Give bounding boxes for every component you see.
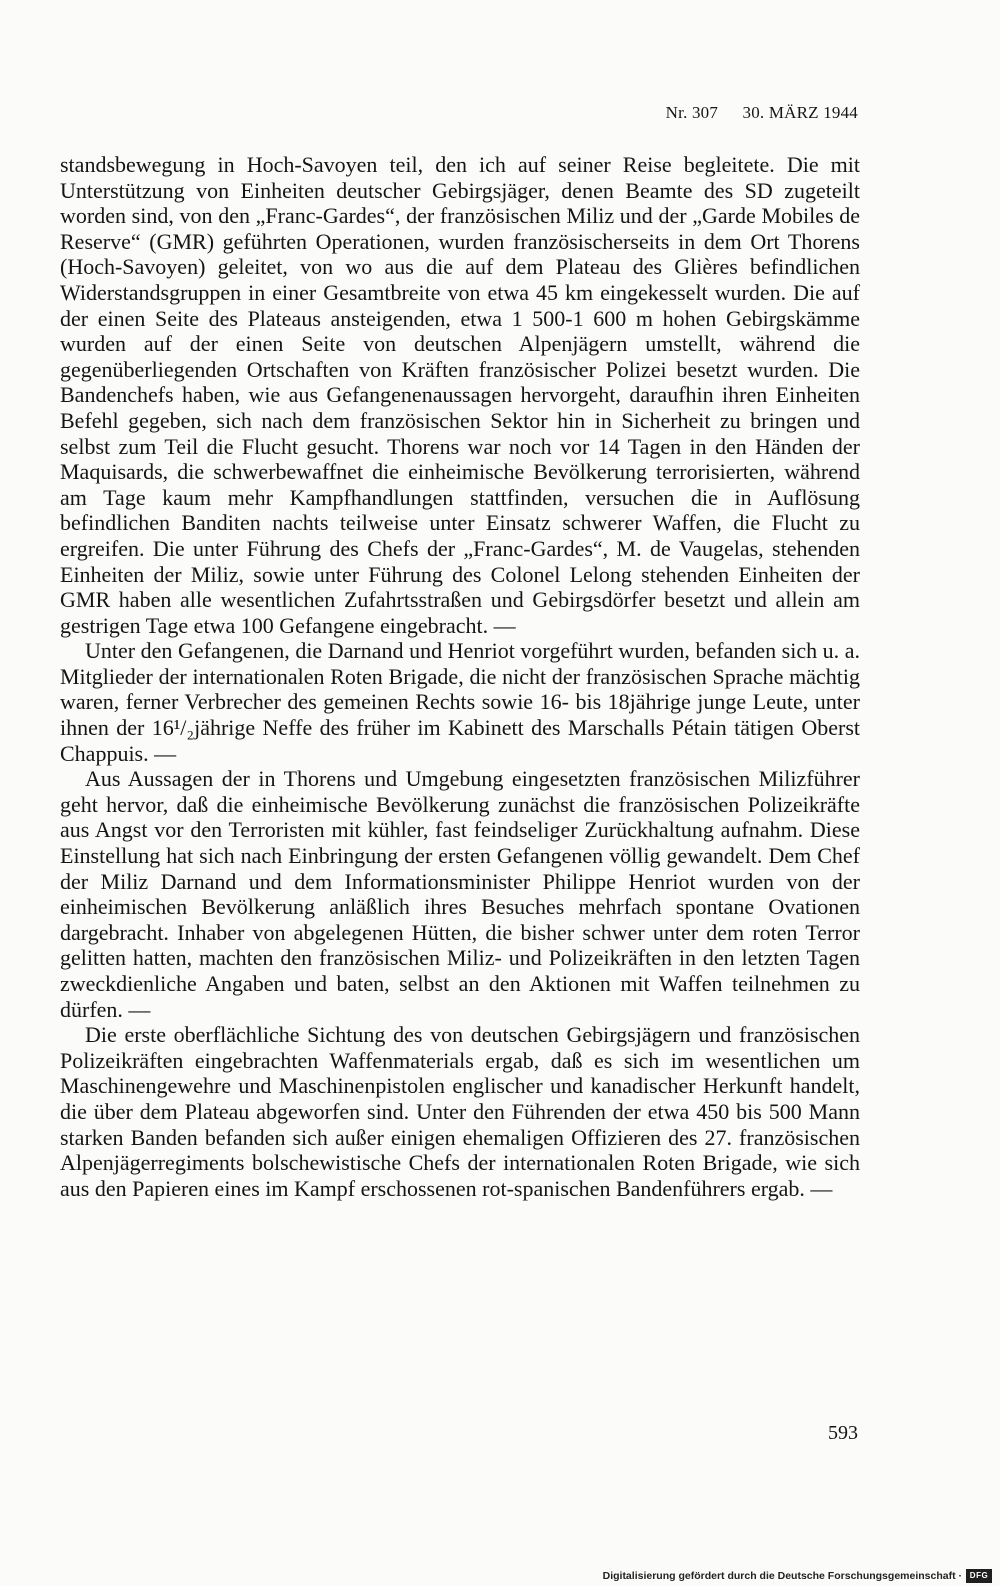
page-number: 593	[828, 1422, 858, 1444]
footer-credit: Digitalisierung gefördert durch die Deutsche Forschungsgemeinschaft ·	[602, 1570, 962, 1582]
footer-bar	[0, 1564, 1000, 1586]
dfg-logo-icon: DFG	[966, 1569, 992, 1583]
paragraph-2: Unter den Gefangenen, die Darnand und Henriot vorgeführt wurden, befanden sich u. a. Mitglieder der internationalen Roten Brigade, die nicht der französischen Sprache mächtig waren, ferner Verbrecher des gemeinen Rechts sowie 16- bis 18jährige junge Leute, unter ihnen der 16¹/₂jährige Neffe des früher im Kabinett des Marschalls Pétain tätigen Oberst Chappuis. —	[60, 638, 860, 766]
body-text	[60, 152, 860, 1201]
running-header	[666, 103, 858, 123]
paragraph-1: standsbewegung in Hoch-Savoyen teil, den ich auf seiner Reise begleitete. Die mit Unterstützung von Einheiten deutscher Gebirgsjäger, denen Beamte des SD zugeteilt worden sind, von den „Franc-Gardes“, der französischen Miliz und der „Garde Mobiles de Reserve“ (GMR) geführten Operationen, wurden französischerseits in dem Ort Thorens (Hoch-Savoyen) geleitet, von wo aus die auf dem Plateau des Glières befindlichen Widerstandsgruppen in einer Gesamtbreite von etwa 45 km eingekesselt wurden. Die auf der einen Seite des Plateaus ansteigenden, etwa 1 500-1 600 m hohen Gebirgskämme wurden auf der einen Seite von deutschen Alpenjägern umstellt, während die gegenüberliegenden Ortschaften von Kräften französischer Polizei besetzt wurden. Die Bandenchefs haben, wie aus Gefangenenaussagen hervorgeht, daraufhin ihren Einheiten Befehl gegeben, sich nach dem französischen Sektor hin in Sicherheit zu bringen und selbst zum Teil die Flucht gesucht. Thorens war noch vor 14 Tagen in den Händen der Maquisards, die schwerbewaffnet die einheimische Bevölkerung terrorisierten, während am Tage kaum mehr Kampfhandlungen stattfinden, versuchen die in Auflösung befindlichen Banditen nachts teilweise unter Einsatz schwerer Waffen, die Flucht zu ergreifen. Die unter Führung des Chefs der „Franc-Gardes“, M. de Vaugelas, stehenden Einheiten der Miliz, sowie unter Führung des Colonel Lelong stehenden Einheiten der GMR haben alle wesentlichen Zufahrtsstraßen und Gebirgsdörfer besetzt und allein am gestrigen Tage etwa 100 Gefangene eingebracht. —	[60, 152, 860, 638]
paragraph-4: Die erste oberflächliche Sichtung des von deutschen Gebirgsjägern und französischen Polizeikräften eingebrachten Waffenmaterials ergab, daß es sich im wesentlichen um Maschinengewehre und Maschinenpistolen englischer und kanadischer Herkunft handelt, die über dem Plateau abgeworfen sind. Unter den Führenden der etwa 450 bis 500 Mann starken Banden befanden sich außer einigen ehemaligen Offizieren des 27. französischen Alpenjägerregiments bolschewistische Chefs der internationalen Roten Brigade, wie sich aus den Papieren eines im Kampf erschossenen rot-spanischen Bandenführers ergab. —	[60, 1022, 860, 1201]
document-date: 30. MÄRZ 1944	[742, 103, 858, 122]
document-number: Nr. 307	[665, 103, 719, 122]
paragraph-3: Aus Aussagen der in Thorens und Umgebung eingesetzten französischen Milizführer geht hervor, daß die einheimische Bevölkerung zunächst die französischen Polizeikräfte aus Angst vor den Terroristen mit kühler, fast feindseliger Zurückhaltung aufnahm. Diese Einstellung hat sich nach Einbringung der ersten Gefangenen völlig gewandelt. Dem Chef der Miliz Darnand und dem Informationsminister Philippe Henriot wurden von der einheimischen Bevölkerung anläßlich ihres Besuches mehrfach spontane Ovationen dargebracht. Inhaber von abgelegenen Hütten, die bisher schwer unter dem roten Terror gelitten hatten, machten den französischen Miliz- und Polizeikräften in den letzten Tagen zweckdienliche Angaben und baten, selbst an den Aktionen mit Waffen teilnehmen zu dürfen. —	[60, 766, 860, 1022]
